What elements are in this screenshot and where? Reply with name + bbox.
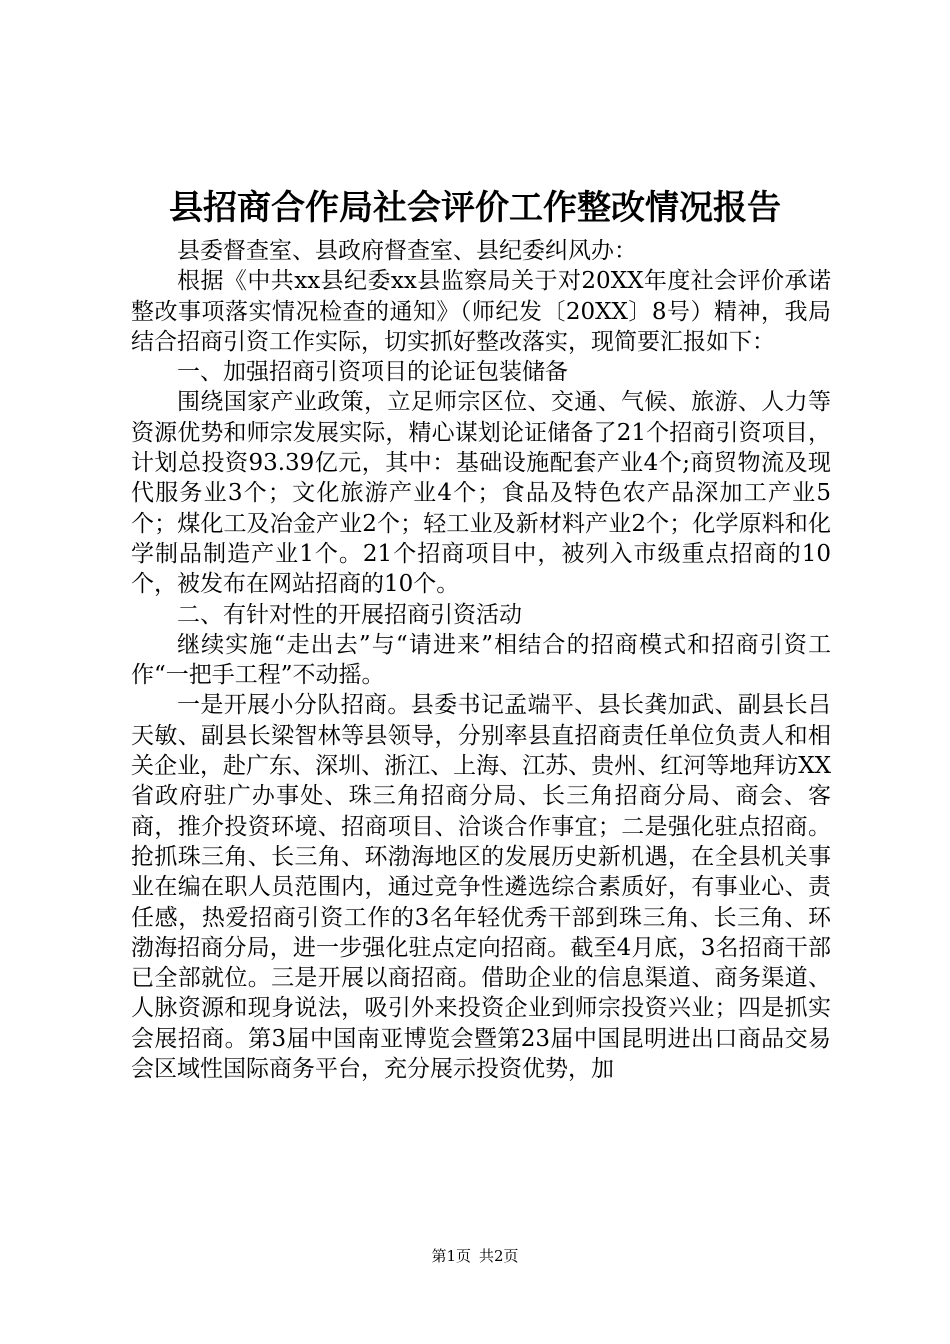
page-number: 第1页 xyxy=(431,1247,471,1265)
section-1-paragraph: 围绕国家产业政策，立足师宗区位、交通、气候、旅游、人力等资源优势和师宗发展实际，精心谋划论证储备了21个招商引资项目，计划总投资93.39亿元，其中：基础设施配套产业4个;商贸物流及现代服务业3个；文化旅游产业4个；食品及特色农产品深加工产业5个；煤化工及冶金产业2个；轻工业及新材料产业2个；化学原料和化学制品制造产业1个。21个招商项目中，被列入市级重点招商的10个，被发布在网站招商的10个。 xyxy=(131,389,831,598)
section-heading-2: 二、有针对性的开展招商引资活动 xyxy=(177,601,522,628)
section-2-intro-paragraph: 继续实施“走出去”与“请进来”相结合的招商模式和招商引资工作“一把手工程”不动摇。 xyxy=(131,631,831,689)
section-2-detail-paragraph: 一是开展小分队招商。县委书记孟端平、县长龚加武、副县长吕天敏、副县长梁智林等县领导，分别率县直招商责任单位负责人和相关企业，赴广东、深圳、浙江、上海、江苏、贵州、红河等地拜访XX省政府驻广办事处、珠三角招商分局、长三角招商分局、商会、客商，推介投资环境、招商项目、洽谈合作事宜；二是强化驻点招商。抢抓珠三角、长三角、环渤海地区的发展历史新机遇，在全县机关事业在编在职人员范围内，通过竞争性遴选综合素质好，有事业心、责任感，热爱招商引资工作的3名年轻优秀干部到珠三角、长三角、环渤海招商分局，进一步强化驻点定向招商。截至4月底，3名招商干部已全部就位。三是开展以商招商。借助企业的信息渠道、商务渠道、人脉资源和现身说法，吸引外来投资企业到师宗投资兴业；四是抓实会展招商。第3届中国南亚博览会暨第23届中国昆明进出口商品交易会区域性国际商务平台，充分展示投资优势，加 xyxy=(131,692,831,1083)
page-footer xyxy=(0,1246,950,1266)
page-total: 共2页 xyxy=(479,1247,519,1265)
document-body xyxy=(131,236,831,1084)
section-heading-1: 一、加强招商引资项目的论证包装储备 xyxy=(177,359,568,386)
page-title: 县招商合作局社会评价工作整改情况报告 xyxy=(169,188,781,228)
salutation-paragraph: 县委督查室、县政府督查室、县纪委纠风办： xyxy=(177,238,637,264)
intro-paragraph: 根据《中共xx县纪委xx县监察局关于对20XX年度社会评价承诺整改事项落实情况检查的通知》（师纪发〔20XX〕8号）精神，我局结合招商引资工作实际，切实抓好整改落实，现简要汇报如下： xyxy=(131,268,831,355)
